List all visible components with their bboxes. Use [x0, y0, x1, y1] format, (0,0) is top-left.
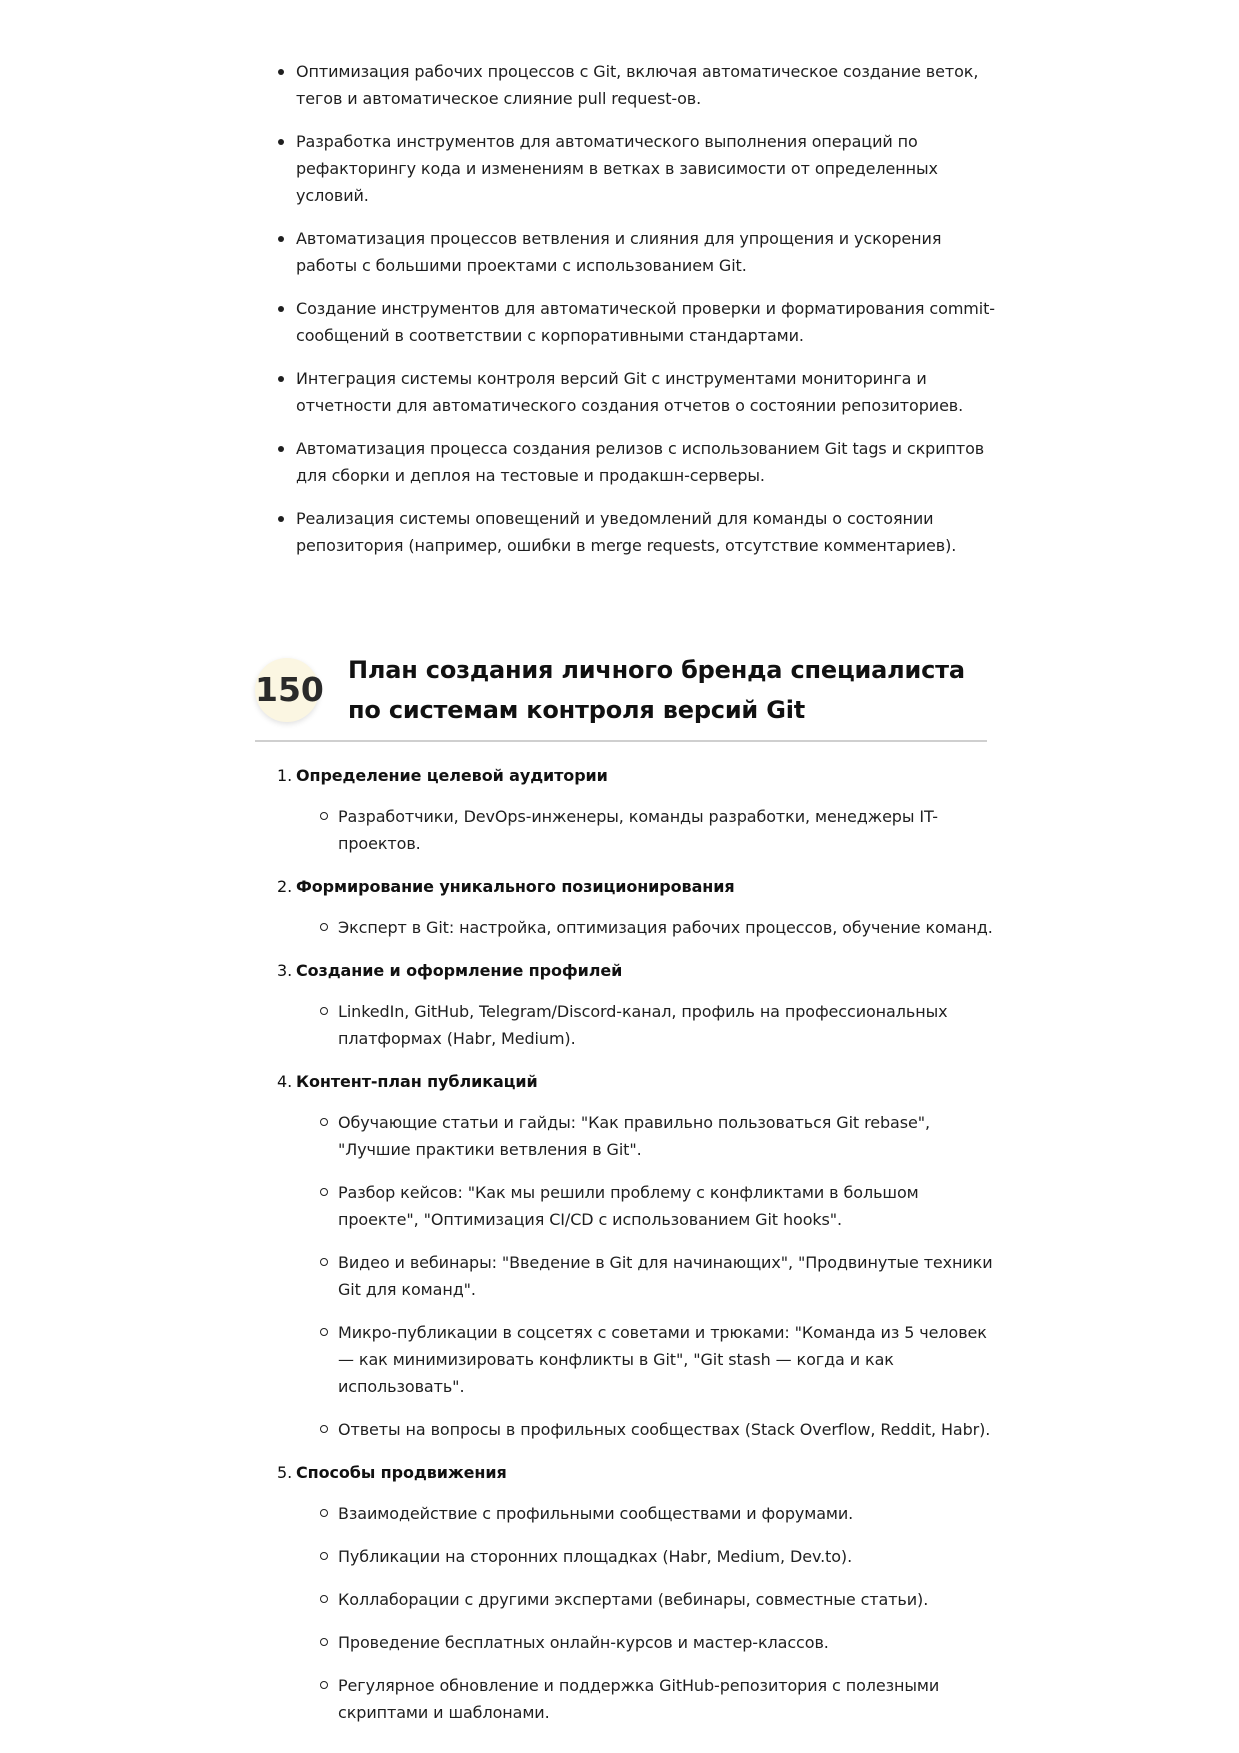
list-item: LinkedIn, GitHub, Telegram/Discord-канал, профиль на профессиональных платформах (Habr, Medium). [338, 998, 996, 1052]
section-header [255, 648, 987, 742]
plan-step [277, 1459, 996, 1726]
bullet-icon [278, 69, 284, 75]
circle-bullet-icon [320, 1328, 328, 1336]
list-item: Реализация системы оповещений и уведомлений для команды о состоянии репозитория (например, ошибки в merge requests, отсутствие комментариев). [296, 505, 996, 559]
brand-plan-list [277, 762, 996, 1742]
bullet-icon [278, 236, 284, 242]
list-item: Микро-публикации в соцсетях с советами и трюками: "Команда из 5 человек — как минимизировать конфликты в Git", "Git stash — когда и как использовать". [338, 1319, 996, 1400]
list-item: Публикации на сторонних площадках (Habr, Medium, Dev.to). [338, 1543, 996, 1570]
list-item: Регулярное обновление и поддержка GitHub-репозитория с полезными скриптами и шаблонами. [338, 1672, 996, 1726]
plan-step-title: Создание и оформление профилей [296, 961, 623, 980]
circle-bullet-icon [320, 1509, 328, 1517]
plan-step [277, 957, 996, 1052]
circle-bullet-icon [320, 1595, 328, 1603]
circle-bullet-icon [320, 1638, 328, 1646]
plan-step [277, 873, 996, 941]
circle-bullet-icon [320, 1188, 328, 1196]
plan-step-sublist [296, 998, 996, 1052]
list-item: Проведение бесплатных онлайн-курсов и мастер-классов. [338, 1629, 996, 1656]
bullet-icon [278, 446, 284, 452]
list-item: Создание инструментов для автоматической проверки и форматирования commit-сообщений в соответствии с корпоративными стандартами. [296, 295, 996, 349]
plan-step-number: 4. [277, 1072, 293, 1091]
list-item: Обучающие статьи и гайды: "Как правильно пользоваться Git rebase", "Лучшие практики ветвления в Git". [338, 1109, 996, 1163]
circle-bullet-icon [320, 1425, 328, 1433]
plan-step-sublist [296, 914, 996, 941]
circle-bullet-icon [320, 1681, 328, 1689]
list-item: Ответы на вопросы в профильных сообществах (Stack Overflow, Reddit, Habr). [338, 1416, 996, 1443]
list-item: Разработка инструментов для автоматического выполнения операций по рефакторингу кода и изменениям в ветках в зависимости от определенных условий. [296, 128, 996, 209]
bullet-icon [278, 306, 284, 312]
section-number-badge: 150 [255, 658, 319, 722]
list-item: Автоматизация процесса создания релизов с использованием Git tags и скриптов для сборки и деплоя на тестовые и продакшн-серверы. [296, 435, 996, 489]
plan-step-heading [277, 762, 996, 789]
plan-step-heading [277, 957, 996, 984]
list-item: Разбор кейсов: "Как мы решили проблему с конфликтами в большом проекте", "Оптимизация CI/CD с использованием Git hooks". [338, 1179, 996, 1233]
circle-bullet-icon [320, 1118, 328, 1126]
circle-bullet-icon [320, 1552, 328, 1560]
plan-step-heading [277, 873, 996, 900]
plan-step [277, 1068, 996, 1443]
plan-step-title: Контент-план публикаций [296, 1072, 538, 1091]
plan-step-heading [277, 1459, 996, 1486]
list-item: Оптимизация рабочих процессов с Git, включая автоматическое создание веток, тегов и автоматическое слияние pull request-ов. [296, 58, 996, 112]
bullet-icon [278, 516, 284, 522]
bullet-icon [278, 139, 284, 145]
plan-step-number: 5. [277, 1463, 293, 1482]
plan-step-number: 3. [277, 961, 293, 980]
section-title: План создания личного бренда специалиста по системам контроля версий Git [348, 656, 965, 724]
plan-step-number: 1. [277, 766, 293, 785]
list-item: Разработчики, DevOps-инженеры, команды разработки, менеджеры IT-проектов. [338, 803, 996, 857]
plan-step-title: Способы продвижения [296, 1463, 507, 1482]
plan-step-number: 2. [277, 877, 293, 896]
list-item: Интеграция системы контроля версий Git с инструментами мониторинга и отчетности для автоматического создания отчетов о состоянии репозиториев. [296, 365, 996, 419]
plan-step-heading [277, 1068, 996, 1095]
plan-step-title: Определение целевой аудитории [296, 766, 608, 785]
automation-ideas-list [296, 58, 996, 575]
list-item: Коллаборации с другими экспертами (вебинары, совместные статьи). [338, 1586, 996, 1613]
bullet-icon [278, 376, 284, 382]
plan-step-sublist [296, 803, 996, 857]
list-item: Эксперт в Git: настройка, оптимизация рабочих процессов, обучение команд. [338, 914, 996, 941]
list-item: Взаимодействие с профильными сообществами и форумами. [338, 1500, 996, 1527]
list-item: Автоматизация процессов ветвления и слияния для упрощения и ускорения работы с большими проектами с использованием Git. [296, 225, 996, 279]
plan-step [277, 762, 996, 857]
list-item: Видео и вебинары: "Введение в Git для начинающих", "Продвинутые техники Git для команд". [338, 1249, 996, 1303]
plan-step-title: Формирование уникального позиционирования [296, 877, 735, 896]
circle-bullet-icon [320, 1258, 328, 1266]
plan-step-sublist [296, 1109, 996, 1443]
circle-bullet-icon [320, 923, 328, 931]
circle-bullet-icon [320, 1007, 328, 1015]
circle-bullet-icon [320, 812, 328, 820]
plan-step-sublist [296, 1500, 996, 1726]
